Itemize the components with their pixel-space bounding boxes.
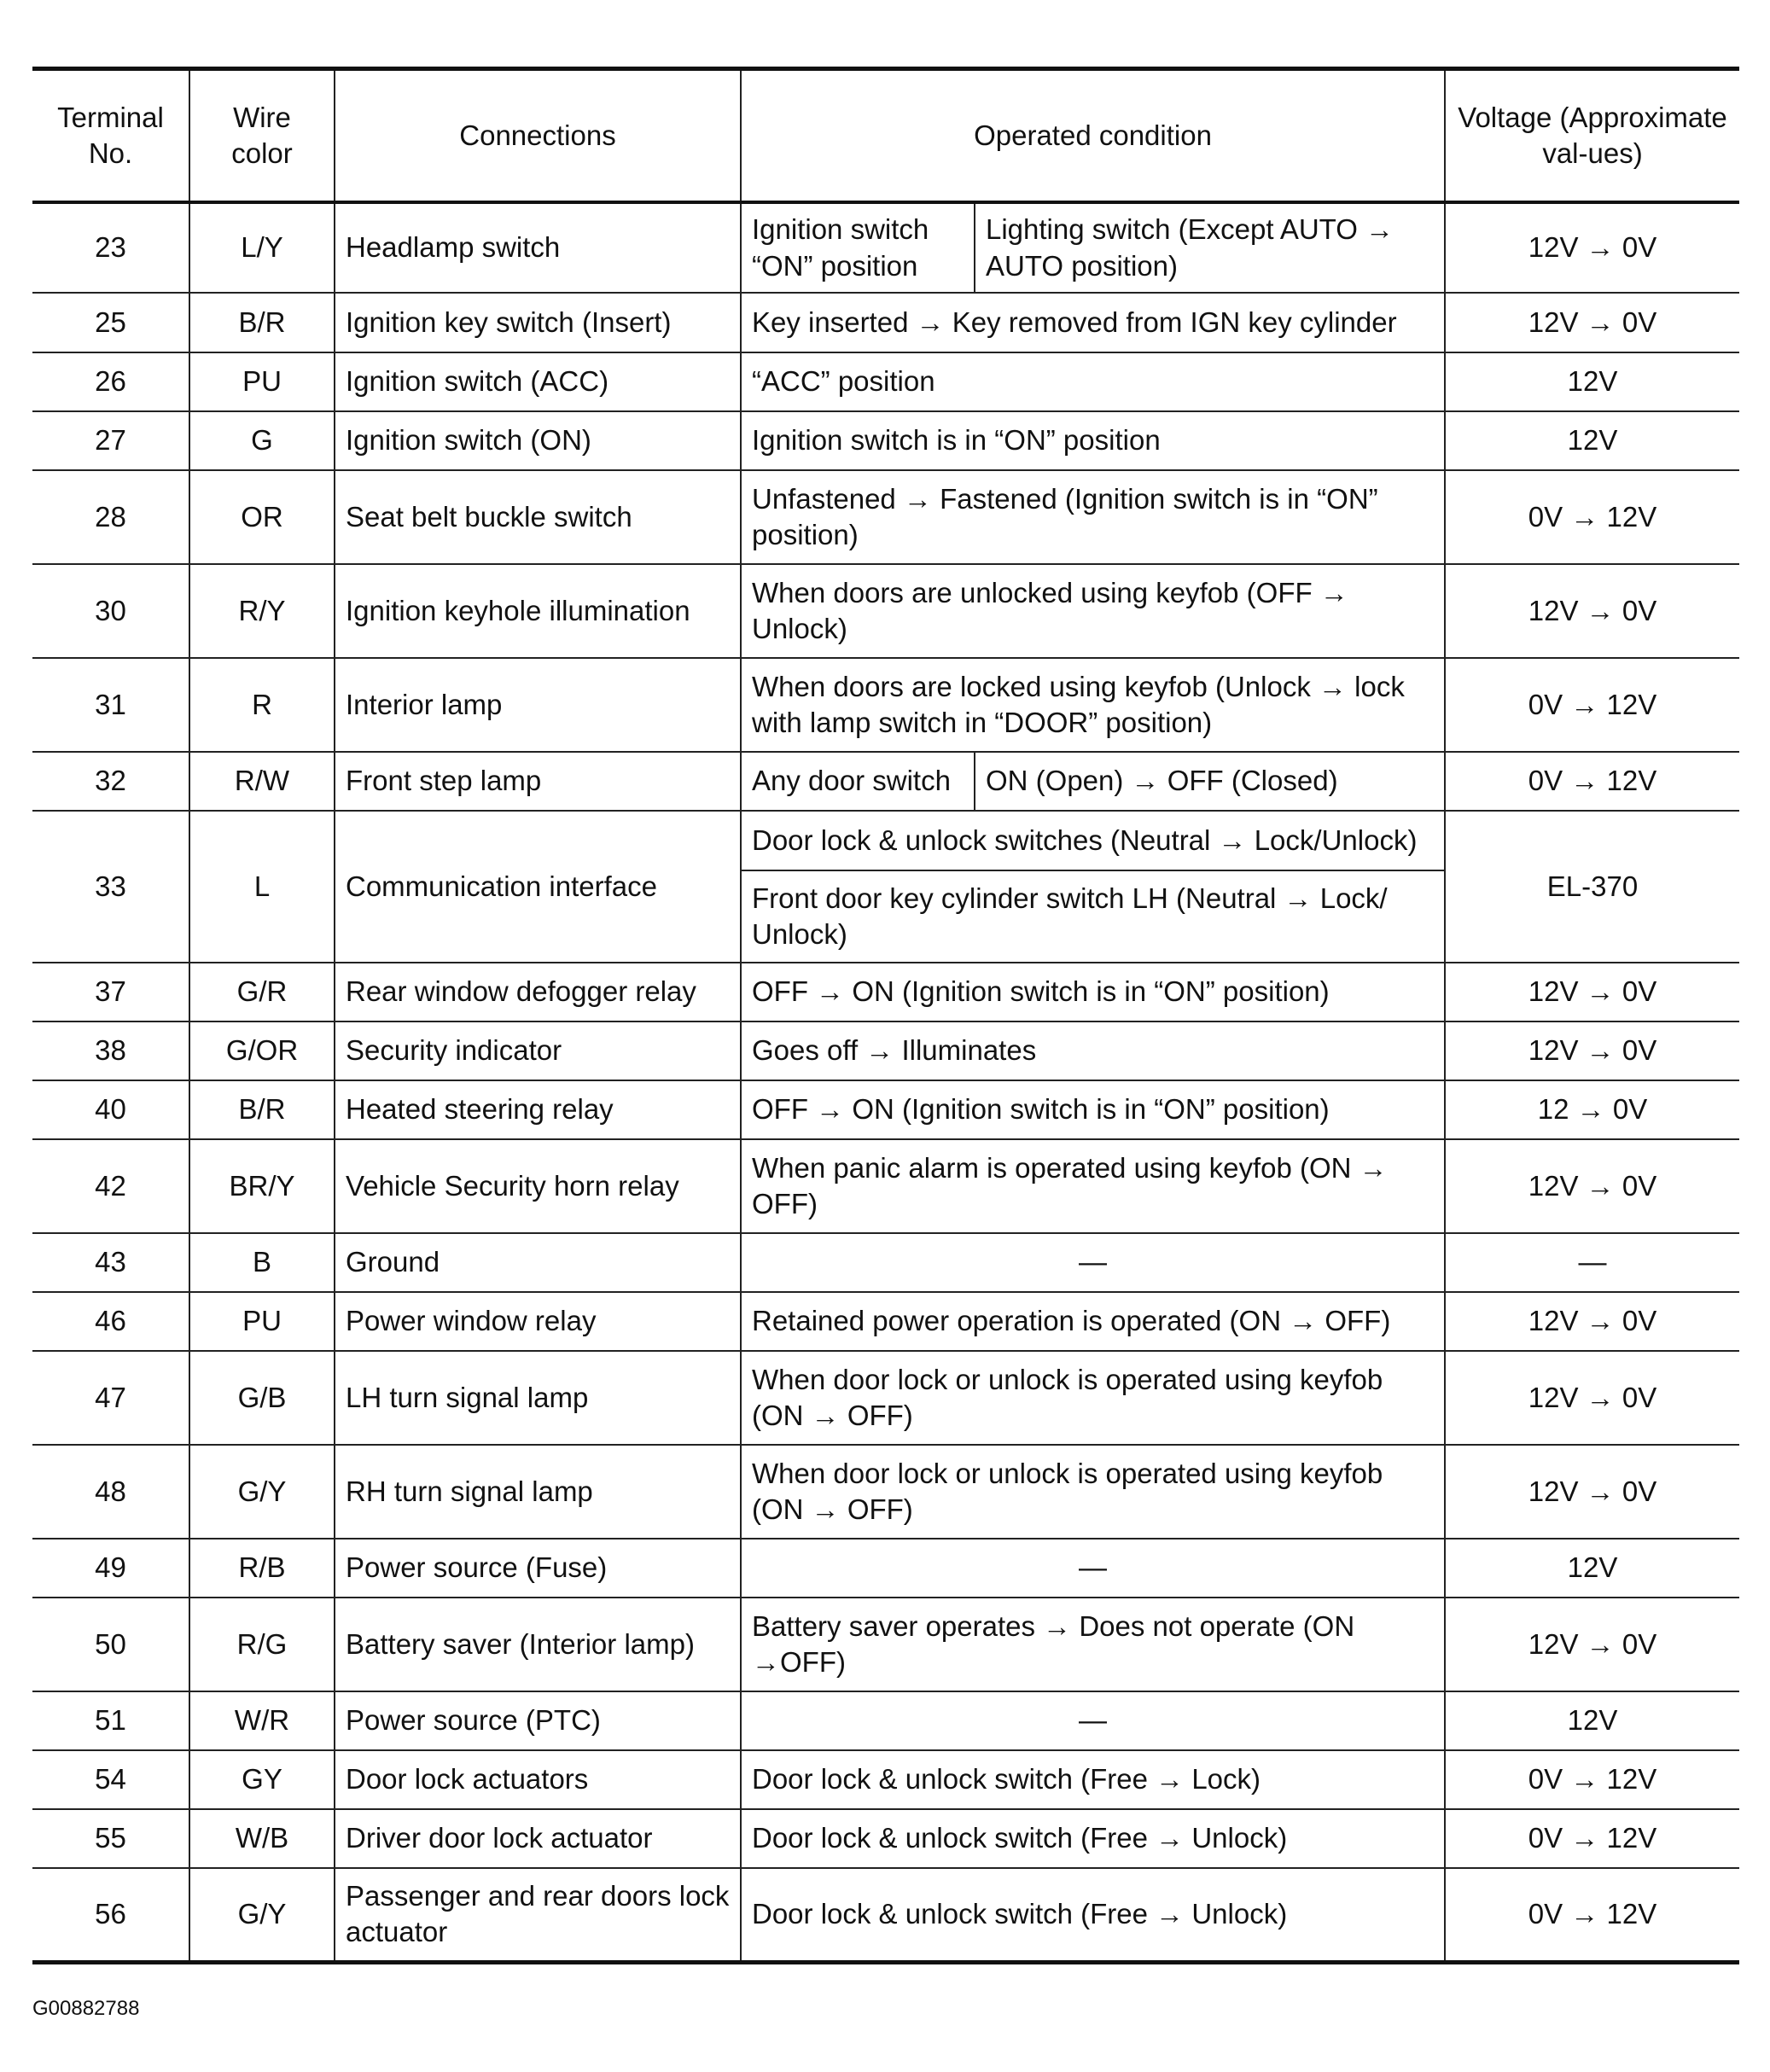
voltage: 12V → 0V [1445, 1351, 1739, 1445]
table-row [32, 1691, 1739, 1750]
voltage: 12V [1445, 352, 1739, 411]
connection: Power source (PTC) [335, 1691, 741, 1750]
voltage: 0V → 12V [1445, 1868, 1739, 1962]
terminal-no: 28 [32, 470, 189, 564]
table-row [32, 963, 1739, 1021]
operated-condition: When panic alarm is operated using keyfob (ON → OFF) [741, 1139, 1445, 1233]
wire-color: R [189, 658, 335, 752]
wire-color: G/OR [189, 1021, 335, 1080]
figure-id: G00882788 [32, 1997, 140, 2020]
voltage: 0V → 12V [1445, 658, 1739, 752]
table-row [32, 1233, 1739, 1292]
connection: Seat belt buckle switch [335, 470, 741, 564]
table-row [32, 1445, 1739, 1539]
operated-condition: OFF → ON (Ignition switch is in “ON” position) [741, 963, 1445, 1021]
operated-condition: Battery saver operates → Does not operate (ON →OFF) [741, 1598, 1445, 1691]
terminal-no: 33 [32, 811, 189, 963]
connection: Ignition switch (ACC) [335, 352, 741, 411]
wire-color: R/B [189, 1539, 335, 1598]
terminal-voltage-table [32, 67, 1739, 1964]
wire-color: W/B [189, 1809, 335, 1868]
header-connections: Connections [335, 69, 741, 203]
table-row [32, 1139, 1739, 1233]
table-row [32, 411, 1739, 470]
voltage: — [1445, 1233, 1739, 1292]
terminal-no: 43 [32, 1233, 189, 1292]
wire-color: G/Y [189, 1868, 335, 1962]
operated-condition: When door lock or unlock is operated using keyfob (ON → OFF) [741, 1445, 1445, 1539]
pinout-sheet [32, 67, 1739, 1964]
wire-color: OR [189, 470, 335, 564]
operated-condition: Door lock & unlock switch (Free → Lock) [741, 1750, 1445, 1809]
terminal-no: 42 [32, 1139, 189, 1233]
connection: Power source (Fuse) [335, 1539, 741, 1598]
terminal-no: 26 [32, 352, 189, 411]
terminal-no: 51 [32, 1691, 189, 1750]
voltage: 12V → 0V [1445, 293, 1739, 352]
operated-condition: When doors are unlocked using keyfob (OFF → Unlock) [741, 564, 1445, 658]
operated-condition: Door lock & unlock switch (Free → Unlock) [741, 1868, 1445, 1962]
connection: Security indicator [335, 1021, 741, 1080]
wire-color: L/Y [189, 202, 335, 293]
terminal-no: 46 [32, 1292, 189, 1351]
operated-condition: — [741, 1539, 1445, 1598]
operated-condition: Door lock & unlock switch (Free → Unlock) [741, 1809, 1445, 1868]
table-row [32, 1868, 1739, 1962]
operated-condition: Goes off → Illuminates [741, 1021, 1445, 1080]
voltage: 12V → 0V [1445, 1445, 1739, 1539]
operated-condition: “ACC” position [741, 352, 1445, 411]
wire-color: B [189, 1233, 335, 1292]
voltage: 0V → 12V [1445, 752, 1739, 811]
connection: Front step lamp [335, 752, 741, 811]
table-row [32, 1598, 1739, 1691]
voltage: 12V → 0V [1445, 963, 1739, 1021]
wire-color: R/W [189, 752, 335, 811]
voltage: 12 → 0V [1445, 1080, 1739, 1139]
operated-condition: — [741, 1233, 1445, 1292]
table-row [32, 352, 1739, 411]
operated-condition-a: Any door switch [741, 752, 975, 811]
operated-condition-1: Door lock & unlock switches (Neutral → Lock/Unlock) [741, 811, 1445, 870]
connection: Rear window defogger relay [335, 963, 741, 1021]
connection: Power window relay [335, 1292, 741, 1351]
connection: Headlamp switch [335, 202, 741, 293]
terminal-no: 50 [32, 1598, 189, 1691]
operated-condition: OFF → ON (Ignition switch is in “ON” position) [741, 1080, 1445, 1139]
table-row [32, 1021, 1739, 1080]
wire-color: L [189, 811, 335, 963]
wire-color: G/B [189, 1351, 335, 1445]
terminal-no: 47 [32, 1351, 189, 1445]
wire-color: G/R [189, 963, 335, 1021]
operated-condition: Unfastened → Fastened (Ignition switch is in “ON” position) [741, 470, 1445, 564]
operated-condition-2: Front door key cylinder switch LH (Neutral → Lock/ Unlock) [741, 870, 1445, 963]
connection: Battery saver (Interior lamp) [335, 1598, 741, 1691]
operated-condition-b: ON (Open) → OFF (Closed) [975, 752, 1445, 811]
wire-color: PU [189, 352, 335, 411]
header-operated-condition: Operated condition [741, 69, 1445, 203]
header-voltage: Voltage (Approximate val-ues) [1445, 69, 1739, 203]
voltage: 12V → 0V [1445, 202, 1739, 293]
connection: Ignition key switch (Insert) [335, 293, 741, 352]
connection: Heated steering relay [335, 1080, 741, 1139]
connection: Ignition switch (ON) [335, 411, 741, 470]
table-row [32, 1292, 1739, 1351]
wire-color: B/R [189, 1080, 335, 1139]
terminal-no: 56 [32, 1868, 189, 1962]
connection: Door lock actuators [335, 1750, 741, 1809]
terminal-no: 31 [32, 658, 189, 752]
voltage: 0V → 12V [1445, 1750, 1739, 1809]
terminal-no: 23 [32, 202, 189, 293]
terminal-no: 37 [32, 963, 189, 1021]
voltage: EL-370 [1445, 811, 1739, 963]
terminal-no: 48 [32, 1445, 189, 1539]
voltage: 12V [1445, 1539, 1739, 1598]
header-wire-color: Wire color [189, 69, 335, 203]
wire-color: G [189, 411, 335, 470]
operated-condition-a: Ignition switch “ON” position [741, 202, 975, 293]
voltage: 12V → 0V [1445, 1598, 1739, 1691]
voltage: 12V [1445, 1691, 1739, 1750]
table-row [32, 293, 1739, 352]
terminal-no: 30 [32, 564, 189, 658]
operated-condition-b: Lighting switch (Except AUTO → AUTO position) [975, 202, 1445, 293]
voltage: 12V → 0V [1445, 1021, 1739, 1080]
wire-color: R/Y [189, 564, 335, 658]
connection: Vehicle Security horn relay [335, 1139, 741, 1233]
connection: Ignition keyhole illumination [335, 564, 741, 658]
wire-color: B/R [189, 293, 335, 352]
voltage: 12V → 0V [1445, 1139, 1739, 1233]
terminal-no: 55 [32, 1809, 189, 1868]
operated-condition: Key inserted → Key removed from IGN key cylinder [741, 293, 1445, 352]
operated-condition: When door lock or unlock is operated using keyfob (ON → OFF) [741, 1351, 1445, 1445]
connection: LH turn signal lamp [335, 1351, 741, 1445]
table-row [32, 658, 1739, 752]
operated-condition: Retained power operation is operated (ON → OFF) [741, 1292, 1445, 1351]
table-row [32, 752, 1739, 811]
table-row [32, 564, 1739, 658]
wire-color: G/Y [189, 1445, 335, 1539]
terminal-no: 54 [32, 1750, 189, 1809]
voltage: 12V [1445, 411, 1739, 470]
connection: Communication interface [335, 811, 741, 963]
terminal-no: 49 [32, 1539, 189, 1598]
connection: Driver door lock actuator [335, 1809, 741, 1868]
connection: Interior lamp [335, 658, 741, 752]
table-row [32, 1750, 1739, 1809]
table-row [32, 202, 1739, 293]
terminal-no: 32 [32, 752, 189, 811]
voltage: 12V → 0V [1445, 564, 1739, 658]
operated-condition: Ignition switch is in “ON” position [741, 411, 1445, 470]
wire-color: GY [189, 1750, 335, 1809]
voltage: 0V → 12V [1445, 1809, 1739, 1868]
wire-color: PU [189, 1292, 335, 1351]
wire-color: W/R [189, 1691, 335, 1750]
wire-color: BR/Y [189, 1139, 335, 1233]
table-row [32, 1080, 1739, 1139]
terminal-no: 27 [32, 411, 189, 470]
table-row [32, 470, 1739, 564]
terminal-no: 38 [32, 1021, 189, 1080]
header-terminal-no: Terminal No. [32, 69, 189, 203]
terminal-no: 40 [32, 1080, 189, 1139]
voltage: 0V → 12V [1445, 470, 1739, 564]
wire-color: R/G [189, 1598, 335, 1691]
table-row [32, 811, 1739, 870]
operated-condition: When doors are locked using keyfob (Unlock → lock with lamp switch in “DOOR” position) [741, 658, 1445, 752]
connection: RH turn signal lamp [335, 1445, 741, 1539]
table-row [32, 1809, 1739, 1868]
terminal-no: 25 [32, 293, 189, 352]
table-header-row [32, 69, 1739, 203]
connection: Passenger and rear doors lock actuator [335, 1868, 741, 1962]
connection: Ground [335, 1233, 741, 1292]
operated-condition: — [741, 1691, 1445, 1750]
voltage: 12V → 0V [1445, 1292, 1739, 1351]
table-row [32, 1351, 1739, 1445]
table-row [32, 1539, 1739, 1598]
